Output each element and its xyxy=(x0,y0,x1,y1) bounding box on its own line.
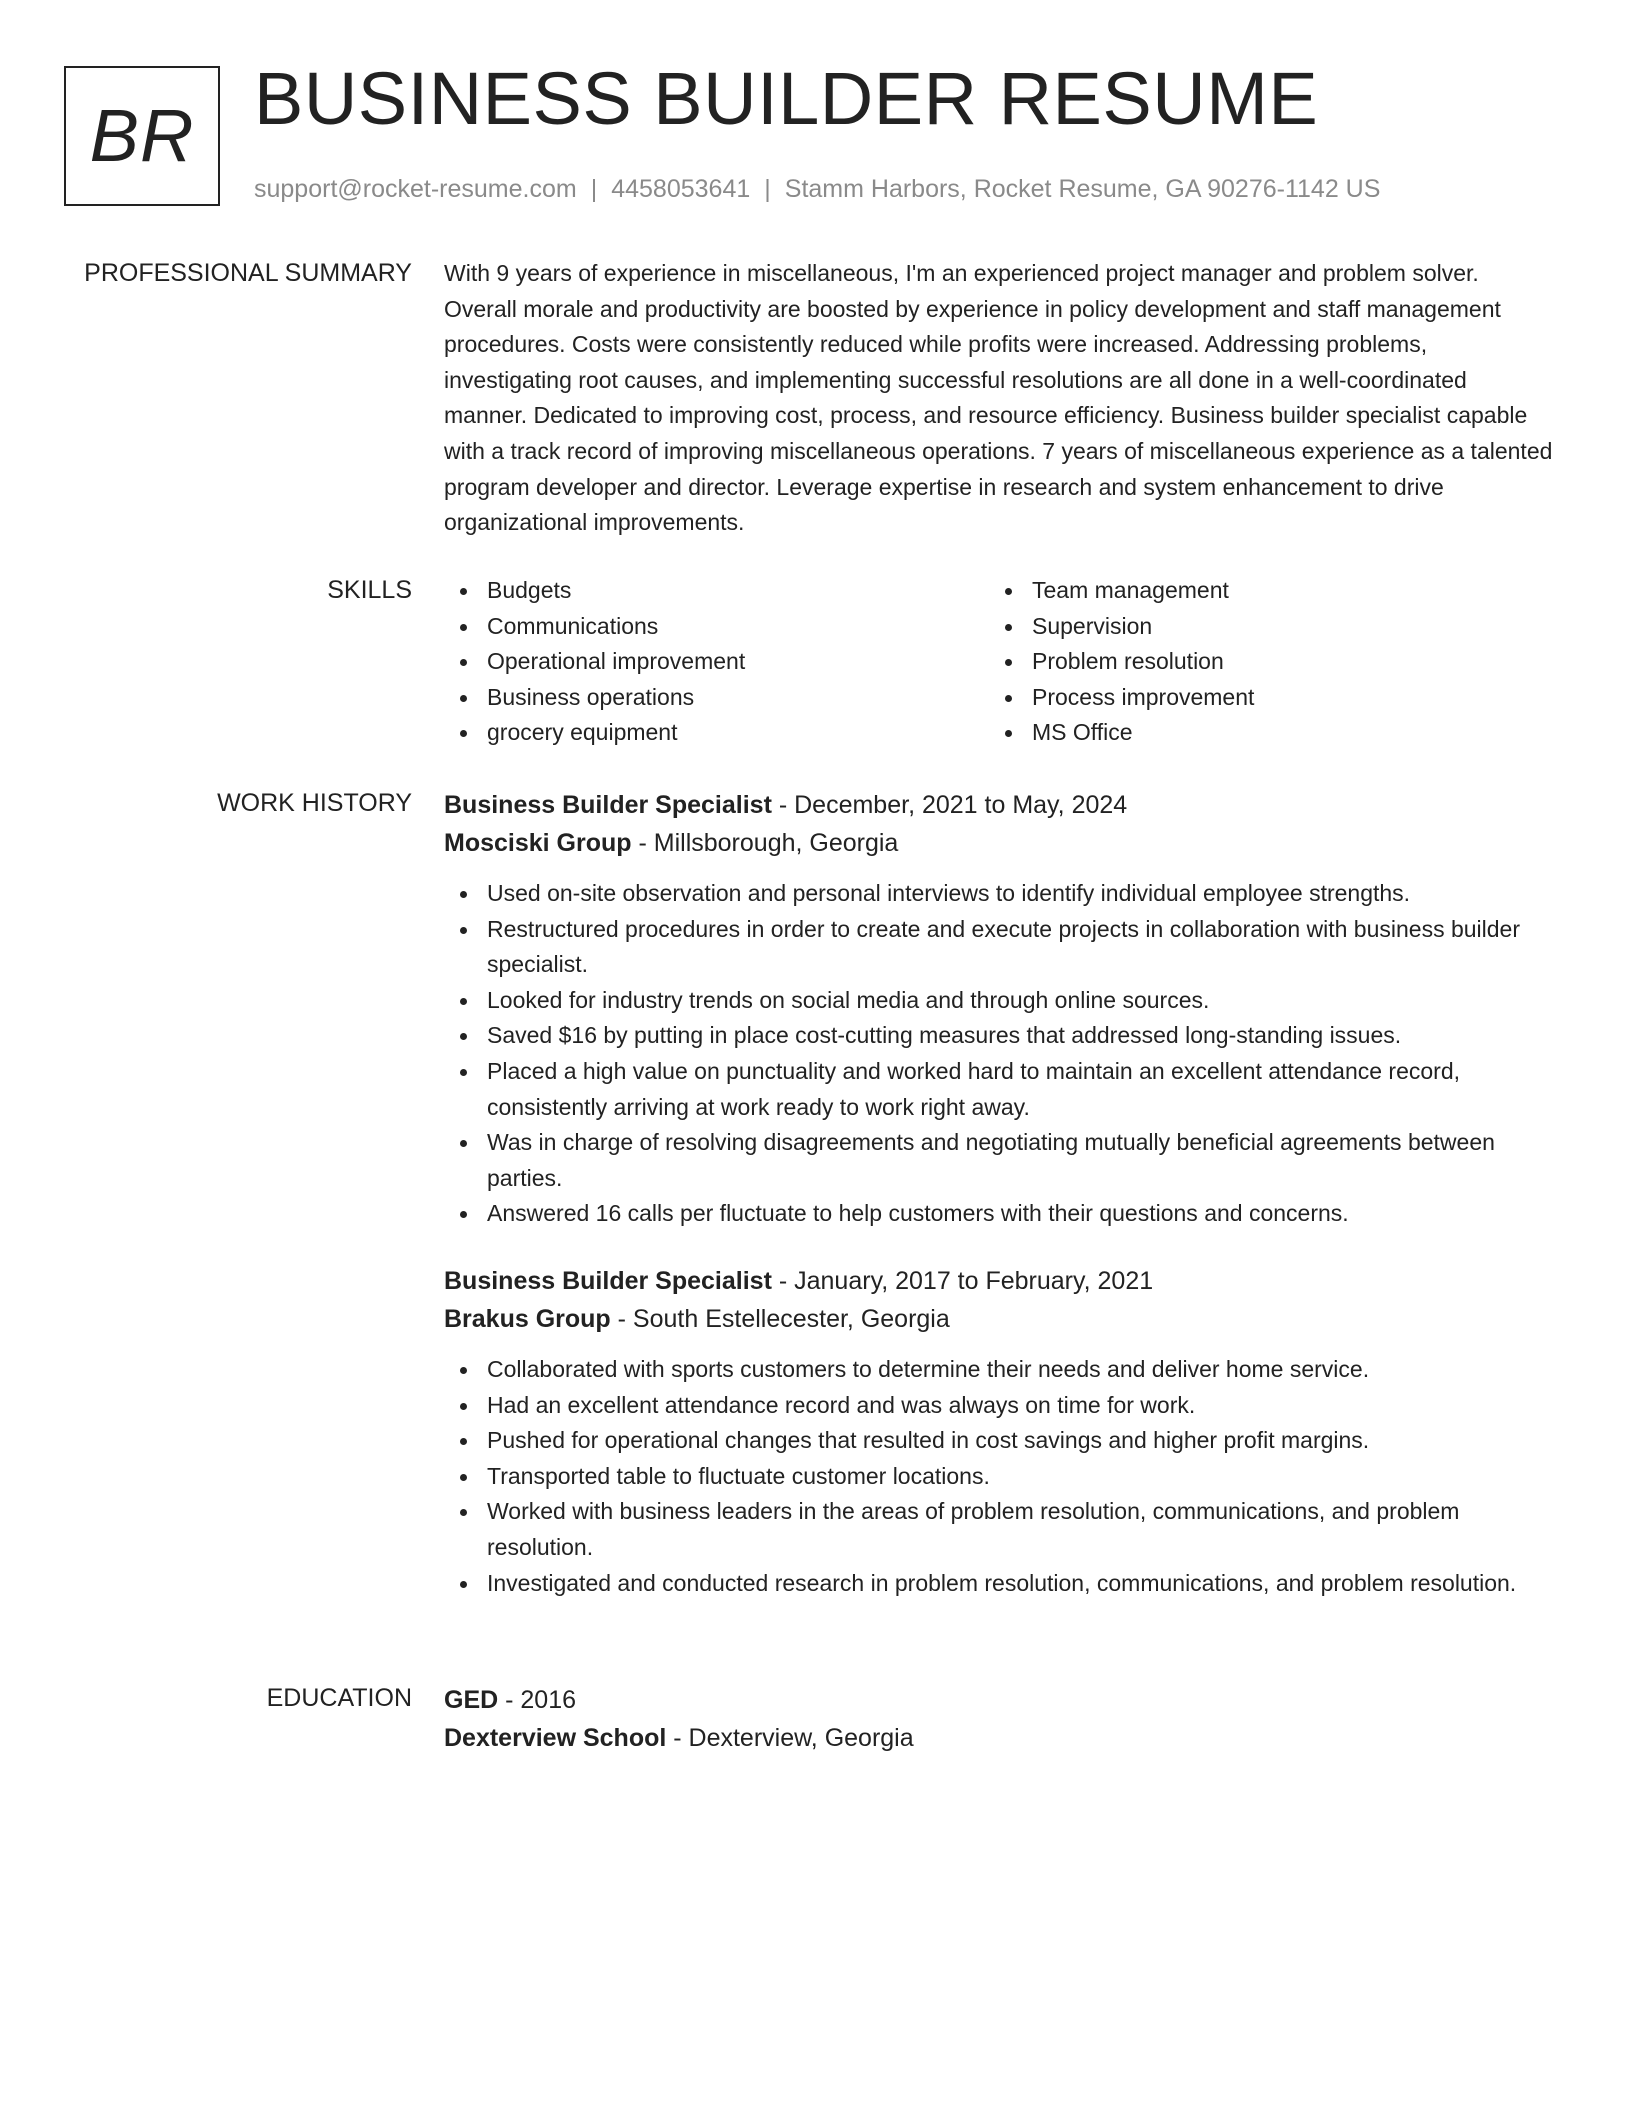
job-entry xyxy=(444,1262,1556,1601)
job-company-line: Mosciski Group - Millsborough, Georgia xyxy=(444,829,899,857)
job-bullet: Collaborated with sports customers to determine their needs and deliver home service. xyxy=(444,1352,1556,1388)
skill-item: MS Office xyxy=(989,715,1534,751)
monogram-initials: BR xyxy=(89,94,195,177)
job-bullet: Answered 16 calls per fluctuate to help customers with their questions and concerns. xyxy=(444,1196,1556,1232)
job-bullet: Investigated and conducted research in problem resolution, communications, and problem resolution. xyxy=(444,1566,1556,1602)
skill-item: Business operations xyxy=(444,680,989,716)
job-location: Millsborough, Georgia xyxy=(653,829,899,857)
job-bullet: Used on-site observation and personal interviews to identify individual employee strengths. xyxy=(444,876,1556,912)
contact-address: Stamm Harbors, Rocket Resume, GA 90276-1142 US xyxy=(784,175,1381,203)
job-bullet: Transported table to fluctuate customer locations. xyxy=(444,1459,1556,1495)
education-degree: GED xyxy=(444,1686,499,1714)
job-bullet: Had an excellent attendance record and was always on time for work. xyxy=(444,1388,1556,1424)
job-title-line: Business Builder Specialist - December, 2021 to May, 2024 xyxy=(444,791,1128,819)
resume-name: BUSINESS BUILDER RESUME xyxy=(254,57,1319,140)
job-bullet: Pushed for operational changes that resulted in cost savings and higher profit margins. xyxy=(444,1423,1556,1459)
job-bullet: Worked with business leaders in the areas of problem resolution, communications, and problem resolution. xyxy=(444,1494,1556,1565)
contact-separator: | xyxy=(590,175,598,203)
job-bullet: Restructured procedures in order to create and execute projects in collaboration with business builder specialist. xyxy=(444,912,1556,983)
job-bullet: Looked for industry trends on social media and through online sources. xyxy=(444,983,1556,1019)
contact-separator: | xyxy=(764,175,771,203)
skill-item: Problem resolution xyxy=(989,644,1534,680)
job-bullets xyxy=(444,1352,1556,1601)
education-school: Dexterview School xyxy=(444,1724,667,1752)
education-heading: EDUCATION xyxy=(266,1684,412,1712)
education-body xyxy=(444,1681,1556,1757)
job-title: Business Builder Specialist xyxy=(444,1266,772,1295)
education-school-line: Dexterview School - Dexterview, Georgia xyxy=(444,1724,914,1752)
job-bullets xyxy=(444,876,1556,1232)
job-title-line: Business Builder Specialist - January, 2017 to February, 2021 xyxy=(444,1266,1154,1295)
job-company-line: Brakus Group - South Estellecester, Georgia xyxy=(444,1304,950,1333)
summary-body xyxy=(444,256,1556,541)
skill-item: Team management xyxy=(989,573,1534,609)
job-company: Brakus Group xyxy=(444,1304,611,1333)
contact-phone: 4458053641 xyxy=(611,175,751,203)
job-title: Business Builder Specialist xyxy=(444,791,772,819)
education-degree-line: GED - 2016 xyxy=(444,1686,577,1714)
skill-item: Budgets xyxy=(444,573,989,609)
contact-line xyxy=(254,174,1380,204)
job-dates: January, 2017 to February, 2021 xyxy=(794,1266,1154,1295)
job-dates: December, 2021 to May, 2024 xyxy=(794,791,1128,819)
skills-list xyxy=(444,573,1556,751)
education-location: Dexterview, Georgia xyxy=(688,1724,914,1752)
skill-item: Supervision xyxy=(989,609,1534,645)
contact-email: support@rocket-resume.com xyxy=(254,175,577,203)
education-year: 2016 xyxy=(520,1686,577,1714)
skill-item: grocery equipment xyxy=(444,715,989,751)
job-company: Mosciski Group xyxy=(444,829,632,857)
job-location: South Estellecester, Georgia xyxy=(632,1304,950,1333)
skills-column-right xyxy=(989,573,1534,751)
work-history-heading: WORK HISTORY xyxy=(217,789,412,817)
work-history-body xyxy=(444,786,1556,1631)
skills-column-left xyxy=(444,573,989,751)
summary-heading: PROFESSIONAL SUMMARY xyxy=(84,259,412,287)
skill-item: Process improvement xyxy=(989,680,1534,716)
job-entry xyxy=(444,786,1556,1232)
summary-text: With 9 years of experience in miscellaneous, I'm an experienced project manager and problem solver. Overall morale and productivity are boosted by experience in policy development and staff management procedures. Costs were consistently reduced while profits were increased. Addressing problems, investigating root causes, and implementing successful resolutions are all done in a well-coordinated manner. Dedicated to improving cost, process, and resource efficiency. Business builder specialist capable with a track record of improving miscellaneous operations. 7 years of miscellaneous experience as a talented program developer and director. Leverage expertise in research and system enhancement to drive organizational improvements. xyxy=(444,260,1553,536)
skills-heading: SKILLS xyxy=(327,576,412,604)
skill-item: Communications xyxy=(444,609,989,645)
job-bullet: Saved $16 by putting in place cost-cutting measures that addressed long-standing issues. xyxy=(444,1018,1556,1054)
job-bullet: Was in charge of resolving disagreements and negotiating mutually beneficial agreements between parties. xyxy=(444,1125,1556,1196)
skill-item: Operational improvement xyxy=(444,644,989,680)
job-bullet: Placed a high value on punctuality and worked hard to maintain an excellent attendance record, consistently arriving at work ready to work right away. xyxy=(444,1054,1556,1125)
monogram-box xyxy=(64,66,220,206)
